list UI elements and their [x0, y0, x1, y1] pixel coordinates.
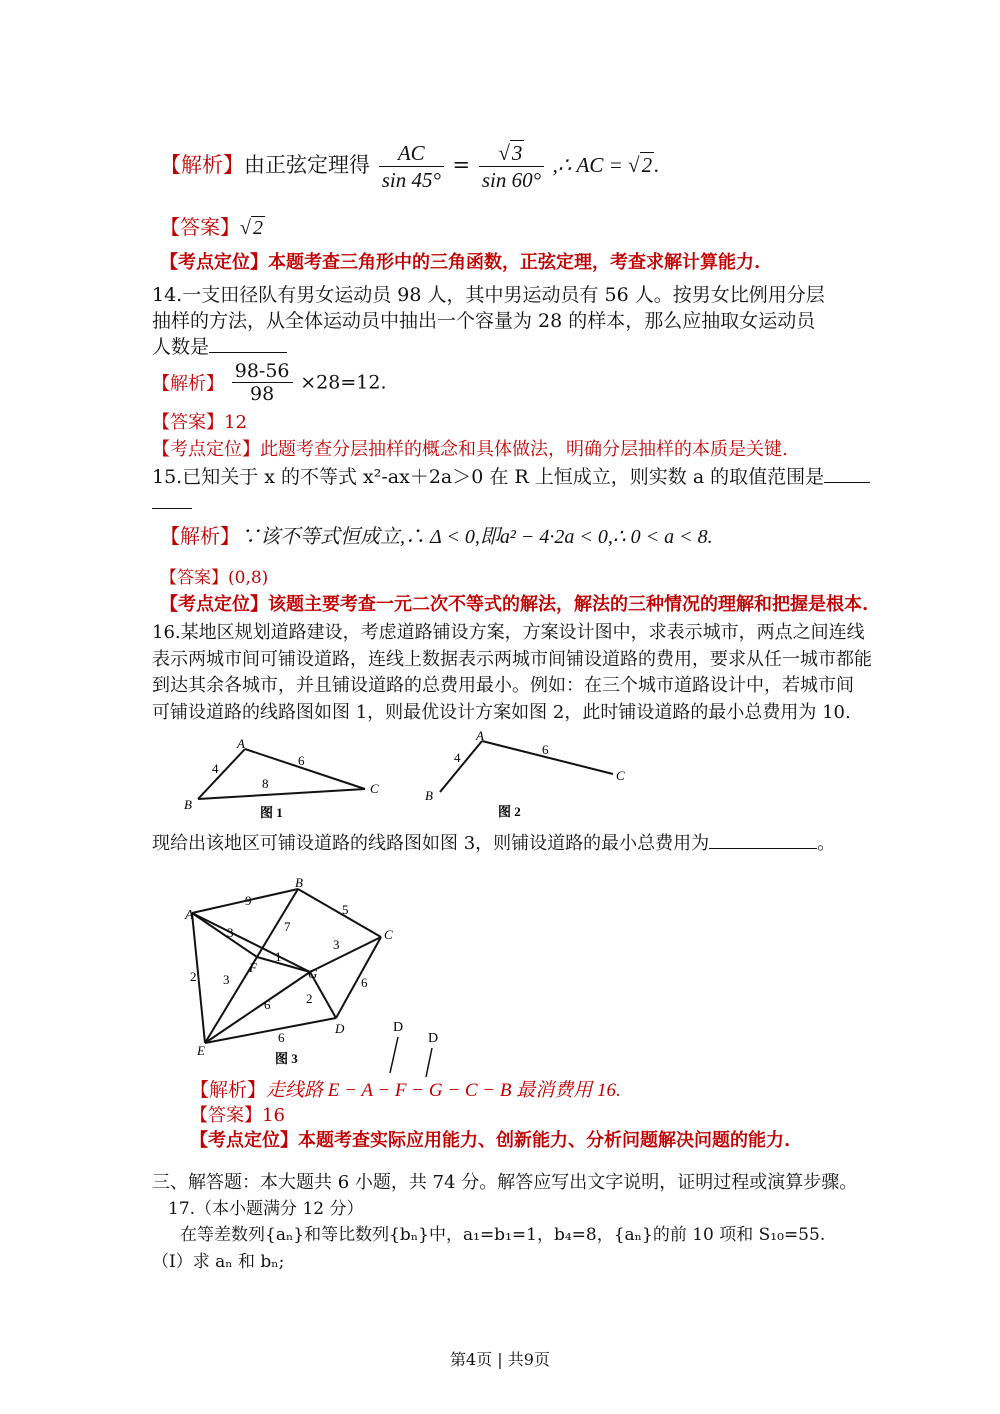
q15-point: 【考点定位】该题主要考查一元二次不等式的解法，解法的三种情况的理解和把握是根本.	[160, 594, 869, 615]
edge-label: 6	[298, 753, 305, 768]
edge-label: 4	[454, 750, 461, 765]
q16-line1: 16.某地区规划道路建设，考虑道路铺设方案，方案设计图中，求表示城市，两点之间连线	[152, 622, 865, 643]
edge-label: 2	[306, 991, 313, 1006]
node-c: C	[370, 781, 379, 796]
answer-blank-continued	[152, 508, 192, 509]
fraction-ac-sin45: $\frac{AC}{\sin 45^\circ}$	[379, 140, 444, 193]
fraction-root3-sin60: $\frac{√3}{\sin 60^\circ}$	[479, 140, 544, 193]
q16-line3: 到达其余各城市，并且铺设道路的总费用最小。例如：在三个城市道路设计中，若城市间	[152, 675, 854, 696]
node-a: A	[476, 728, 484, 743]
edge-label: 6	[361, 975, 368, 990]
analysis-text: 由正弦定理得	[244, 153, 370, 177]
figure-1	[170, 735, 400, 825]
node-c: C	[616, 768, 625, 783]
answer-blank	[209, 334, 287, 353]
node-b: B	[184, 797, 192, 812]
node-c: C	[384, 927, 393, 942]
edge-label: 6	[264, 997, 271, 1012]
svg-text:D: D	[428, 1031, 439, 1046]
edge-label: 3	[227, 925, 234, 940]
q17-part1: （Ⅰ）求 aₙ 和 bₙ;	[152, 1252, 285, 1272]
edge-label: 9	[245, 893, 252, 908]
q16-line4: 可铺设道路的线路图如图 1，则最优设计方案如图 2，此时铺设道路的最小总费用为 10.	[152, 702, 851, 723]
q13-answer: 【答案】√ 2	[160, 215, 263, 239]
q15-line1: 15.已知关于 x 的不等式 x²-ax＋2a＞0 在 R 上恒成立，则实数 a 的取值范围是	[152, 464, 870, 490]
edge-label: 8	[262, 776, 269, 791]
q14-line1: 14.一支田径队有男女运动员 98 人，其中男运动员有 56 人。按男女比例用分层	[152, 284, 825, 306]
q16-line5: 现给出该地区可铺设道路的线路图如图 3，则铺设道路的最小总费用为 。	[152, 830, 835, 857]
node-a: A	[237, 736, 245, 751]
q13-analysis: 【解析】由正弦定理得 $\frac{AC}{\sin 45^\circ}$ = $\frac{√3}{\sin 60^\circ}$ ,∴ AC = √2.	[160, 141, 660, 192]
stray-d-marks	[378, 1015, 448, 1085]
figure-2	[420, 728, 640, 823]
edge-label: 3	[223, 972, 230, 987]
edge-label: 4	[212, 761, 219, 776]
edge-label: 6	[278, 1030, 285, 1045]
node-b: B	[295, 875, 303, 890]
q16-answer: 【答案】16	[190, 1105, 285, 1126]
edge-label: 7	[284, 919, 291, 934]
q17-statement: 在等差数列{aₙ}和等比数列{bₙ}中，a₁=b₁=1，b₄=8，{aₙ}的前 10 项和 S₁₀=55.	[180, 1225, 826, 1245]
q15-answer: 【答案】(0,8)	[160, 568, 269, 588]
q15-analysis: 【解析】∵该不等式恒成立,∴ Δ < 0,即a² − 4·2a < 0,∴ 0 < a < 8.	[160, 524, 713, 548]
q16-analysis: 【解析】走线路 E − A − F − G − C − B 最消费用 16.	[190, 1079, 621, 1101]
node-e: E	[197, 1043, 205, 1058]
q14-line2: 抽样的方法，从全体运动员中抽出一个容量为 28 的样本，那么应抽取女运动员	[152, 310, 816, 332]
edge-label: 5	[342, 902, 349, 917]
q14-point: 【考点定位】此题考查分层抽样的概念和具体做法，明确分层抽样的本质是关键.	[152, 439, 788, 460]
q16-point: 【考点定位】本题考查实际应用能力、创新能力、分析问题解决问题的能力.	[190, 1130, 791, 1151]
svg-text:D: D	[393, 1020, 404, 1035]
edge-label: 6	[542, 742, 549, 757]
node-a: A	[185, 908, 194, 923]
figure-caption: 图 1	[260, 805, 283, 820]
q14-analysis: 【解析】 $\frac{98-56}{98}$ ×28=12.	[152, 360, 387, 405]
node-g: G	[308, 966, 318, 981]
edge-label: 2	[190, 969, 197, 984]
figure-caption: 图 2	[498, 804, 521, 819]
q14-line3: 人数是	[152, 334, 287, 360]
section-heading: 三、解答题：本大题共 6 小题，共 74 分。解答应写出文字说明，证明过程或演算步骤。	[152, 1172, 858, 1193]
edge-label: 3	[333, 937, 340, 952]
edge-label: 1	[275, 949, 282, 964]
q14-answer: 【答案】12	[152, 412, 247, 433]
answer-blank	[709, 830, 817, 849]
page-footer: 第4页 | 共9页	[450, 1350, 550, 1369]
node-f: F	[249, 960, 257, 975]
figure-caption: 图 3	[275, 1051, 298, 1066]
result-text: ,∴ AC = √2.	[552, 153, 660, 177]
q17-title: 17.（本小题满分 12 分）	[168, 1199, 364, 1219]
node-d: D	[335, 1021, 345, 1036]
node-b: B	[425, 788, 433, 803]
analysis-tag: 【解析】	[160, 153, 244, 177]
q13-point: 【考点定位】本题考查三角形中的三角函数，正弦定理，考查求解计算能力.	[160, 252, 761, 273]
fraction-98-56-over-98: $\frac{98-56}{98}$	[232, 360, 293, 405]
q16-line2: 表示两城市间可铺设道路，连线上数据表示两城市间铺设道路的费用，要求从任一城市都能	[152, 649, 872, 670]
